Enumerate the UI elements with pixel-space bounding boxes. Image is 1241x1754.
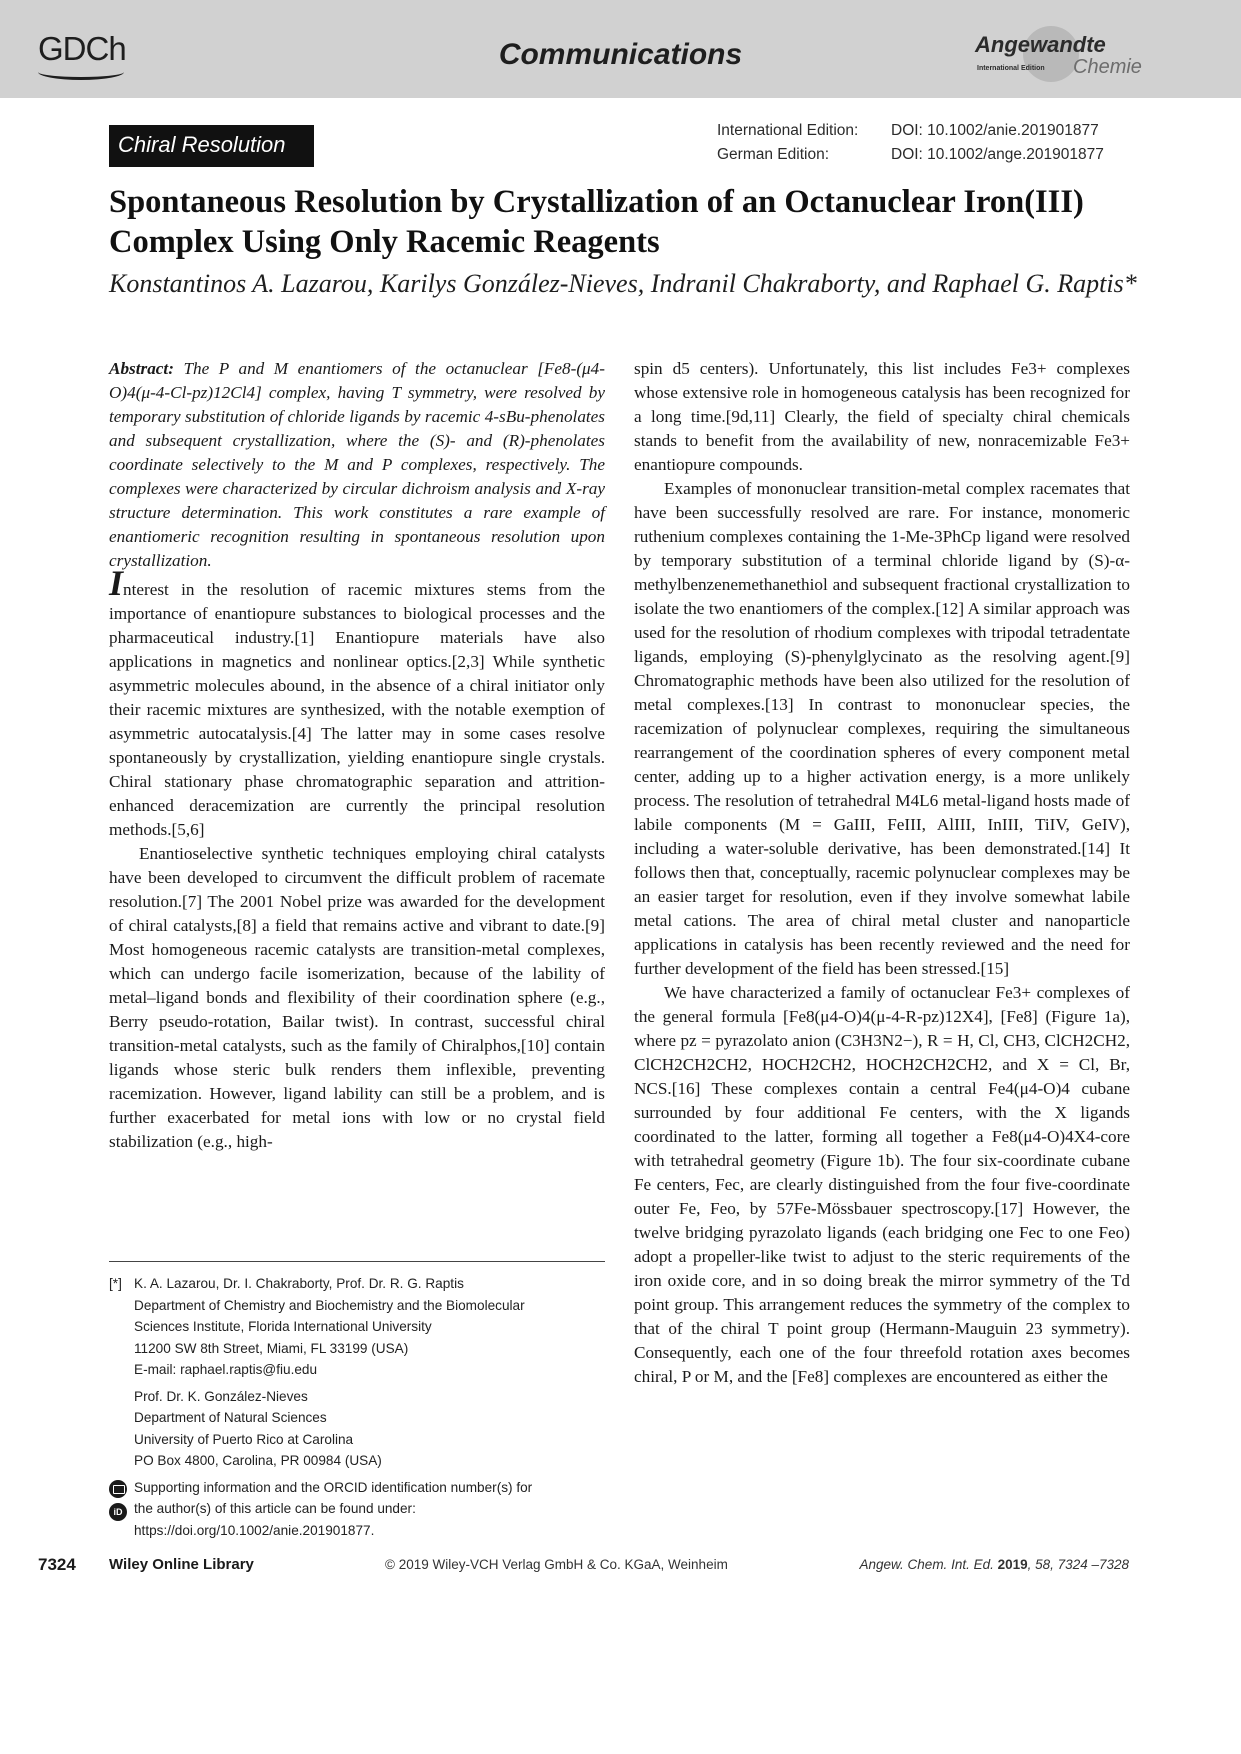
journal-name: Angew. Chem. Int. Ed. bbox=[859, 1557, 994, 1572]
journal-year: 2019 bbox=[997, 1557, 1028, 1572]
category-label: Chiral Resolution bbox=[109, 125, 314, 167]
supporting-info-block bbox=[109, 1477, 609, 1542]
gdch-logo: GDCh bbox=[38, 30, 126, 67]
affiliation-block bbox=[109, 1273, 609, 1381]
body-paragraph: Examples of mononuclear transition-metal complex racemates that have been successfully resolved are rare. For instance, monomeric ruthenium complexes containing the 1-Me-3PhCp ligand were resolved by temporary substitution of a terminal chloride ligand by (S)-α-methylbenzenemethanethiol and subsequent fractional crystallization to isolate the two enantiomers of the complex.[12] A similar approach was used for the resolution of rhodium complexes with tripodal tetradentate ligands, employing (S)-phenylglycinato as the resolving agent.[9] Chromatographic methods have been also utilized for the resolution of metal complexes.[13] In contrast to mononuclear species, the racemization of polynuclear complexes, requiring the simultaneous rearrangement of the coordination spheres of every component metal center, adding up to a higher activation energy, is a more unlikely process. The resolution of tetrahedral M4L6 metal-ligand hosts made of labile components (M = GaIII, FeIII, AlIII, InIII, TiIV, GeIV), including a water-soluble derivative, has been demonstrated.[14] It follows then that, conceptually, racemic polynuclear complexes may be an easier target for resolution, even if they involve somewhat labile metal cations. The area of chiral metal cluster and nanoparticle applications in catalysis has been recently reviewed and the need for further development of the field has been stressed.[15] bbox=[634, 479, 1130, 978]
affiliation-line: PO Box 4800, Carolina, PR 00984 (USA) bbox=[134, 1453, 382, 1468]
doi-value[interactable]: DOI: 10.1002/ange.201901877 bbox=[891, 146, 1104, 163]
affiliation-line: K. A. Lazarou, Dr. I. Chakraborty, Prof. Dr. R. G. Raptis bbox=[134, 1276, 464, 1291]
affiliation-line: Sciences Institute, Florida International University bbox=[134, 1319, 432, 1334]
supporting-info-icon bbox=[109, 1480, 127, 1498]
abstract-text: The P and M enantiomers of the octanuclear [Fe8-(μ4-O)4(μ-4-Cl-pz)12Cl4] complex, having T symmetry, were resolved by temporary substitution of chloride ligands by racemic 4-sBu-phenolates and subsequent crystallization, where the (S)- and (R)-phenolates coordinate selectively to the M and P complexes, respectively. The complexes were characterized by circular dichroism analysis and X-ray structure determination. This work constitutes a rare example of enantiomeric recognition resulting in spontaneous resolution upon crystallization. bbox=[109, 359, 605, 570]
abstract bbox=[109, 357, 605, 573]
wiley-online-library[interactable]: Wiley Online Library bbox=[109, 1556, 254, 1573]
doi-label: German Edition: bbox=[717, 146, 829, 163]
body-paragraph: Interest in the resolution of racemic mixtures stems from the importance of enantiopure substances to biological processes and the pharmaceutical industry.[1] Enantiopure materials have also applications in magnetics and nonlinear optics.[2,3] While synthetic asymmetric molecules abound, in the absence of a chiral initiator only their racemic mixtures are synthesized, with the notable exemption of asymmetric autocatalysis.[4] The latter may in some cases resolve spontaneously by crystallization, yielding enantiopure single crystals. Chiral stationary phase chromatographic separation and attrition-enhanced deracemization are currently the principal resolution methods.[5,6] bbox=[109, 563, 605, 839]
supporting-line: Supporting information and the ORCID identification number(s) for bbox=[134, 1479, 533, 1495]
page-number: 7324 bbox=[38, 1555, 76, 1574]
footnote bbox=[109, 1273, 609, 1546]
body-paragraph: We have characterized a family of octanuclear Fe3+ complexes of the general formula [Fe8(μ4-O)4(μ-4-R-pz)12X4], [Fe8] (Figure 1a), where pz = pyrazolato anion (C3H3N2−), R = H, Cl, CH3, ClCH2CH2, ClCH2CH2CH2, HOCH2CH2, HOCH2CH2CH2, and X = Cl, Br, NCS.[16] These complexes contain a central Fe4(μ4-O)4 cubane surrounded by four additional Fe centers, with the X ligands coordinated to the latter, forming all together a Fe8(μ4-O)4X4-core with tetrahedral geometry (Figure 1b). The four six-coordinate cubane Fe centers, Fec, are clearly distinguished from the four five-coordinate outer Fe, Feo, by 57Fe-Mössbauer spectroscopy.[17] However, the twelve bridging pyrazolato ligands (each bridging one Fec to one Feo) adopt a propeller-like twist to adjust to the steric requirements of the iron oxide core, and in so doing break the mirror symmetry of the Td point group. This arrangement reduces the symmetry of the complex to that of the chiral T point group (Hermann-Mauguin 23 symmetry). Consequently, each one of the four threefold rotation axes becomes chiral, P or M, and the [Fe8] complexes are encountered as either the bbox=[634, 983, 1130, 1386]
orcid-icon: iD bbox=[109, 1503, 127, 1521]
copyright: © 2019 Wiley-VCH Verlag GmbH & Co. KGaA, Weinheim bbox=[385, 1557, 728, 1572]
section-heading: Communications bbox=[498, 38, 743, 71]
page-header bbox=[0, 0, 1241, 98]
journal-volume-pages: , 58, 7324 –7328 bbox=[1027, 1557, 1129, 1572]
doi-row-german bbox=[717, 143, 1104, 167]
right-column bbox=[634, 357, 1130, 1389]
affiliation-line: Prof. Dr. K. González-Nieves bbox=[134, 1388, 308, 1404]
footnote-divider bbox=[109, 1261, 605, 1262]
logo-line-2: International Edition bbox=[977, 65, 1045, 72]
supporting-link[interactable]: https://doi.org/10.1002/anie.201901877. bbox=[134, 1522, 375, 1538]
journal-citation bbox=[860, 1557, 1129, 1572]
page-footer bbox=[0, 1555, 1241, 1579]
body-paragraph: Enantioselective synthetic techniques employing chiral catalysts have been developed to circumvent the difficult problem of racemate resolution.[7] The 2001 Nobel prize was awarded for the development of chiral catalysts,[8] a field that remains active and vibrant to date.[9] Most homogeneous racemic catalysts are transition-metal complexes, which can undergo facile isomerization, because of the lability of metal–ligand bonds and flexibility of their coordination sphere (e.g., Berry pseudo-rotation, Bailar twist). In contrast, successful chiral transition-metal catalysts, such as the family of Chiralphos,[10] contain ligands whose steric bulk renders them inflexible, preventing racemization. However, ligand lability can still be a problem, and is further exacerbated for metal ions with low or no crystal field stabilization (e.g., high- bbox=[109, 844, 605, 1151]
doi-value[interactable]: DOI: 10.1002/anie.201901877 bbox=[891, 122, 1099, 139]
footnote-mark: [*] bbox=[109, 1276, 122, 1291]
supporting-line: the author(s) of this article can be found under: bbox=[134, 1501, 416, 1516]
affiliation-block bbox=[109, 1386, 609, 1472]
article-title: Spontaneous Resolution by Crystallization of an Octanuclear Iron(III) Complex Using Only Racemic Reagents bbox=[109, 184, 1084, 260]
angewandte-logo bbox=[975, 26, 1145, 86]
doi-row-international bbox=[717, 119, 1104, 143]
doi-block bbox=[717, 119, 1104, 167]
body-paragraph: spin d5 centers). Unfortunately, this list includes Fe3+ complexes whose extensive role in homogeneous catalysis has been recognized for a long time.[9d,11] Clearly, the field of specialty chiral chemicals stands to benefit from the availability of new, nonracemizable Fe3+ enantiopure compounds. bbox=[634, 359, 1130, 474]
author-list: Konstantinos A. Lazarou, Karilys González-Nieves, Indranil Chakraborty, and Raphael G. Raptis* bbox=[109, 269, 1137, 298]
logo-line-1: Angewandte bbox=[975, 32, 1106, 57]
author-email[interactable]: E-mail: raphael.raptis@fiu.edu bbox=[134, 1362, 318, 1377]
affiliation-line: 11200 SW 8th Street, Miami, FL 33199 (USA) bbox=[134, 1340, 409, 1356]
left-column bbox=[109, 357, 605, 1154]
doi-label: International Edition: bbox=[717, 122, 859, 139]
abstract-label: Abstract: bbox=[109, 359, 174, 378]
affiliation-line: University of Puerto Rico at Carolina bbox=[134, 1431, 354, 1447]
affiliation-line: Department of Natural Sciences bbox=[134, 1410, 327, 1425]
affiliation-line: Department of Chemistry and Biochemistry and the Biomolecular bbox=[134, 1297, 525, 1313]
logo-line-3: Chemie bbox=[1073, 56, 1142, 78]
